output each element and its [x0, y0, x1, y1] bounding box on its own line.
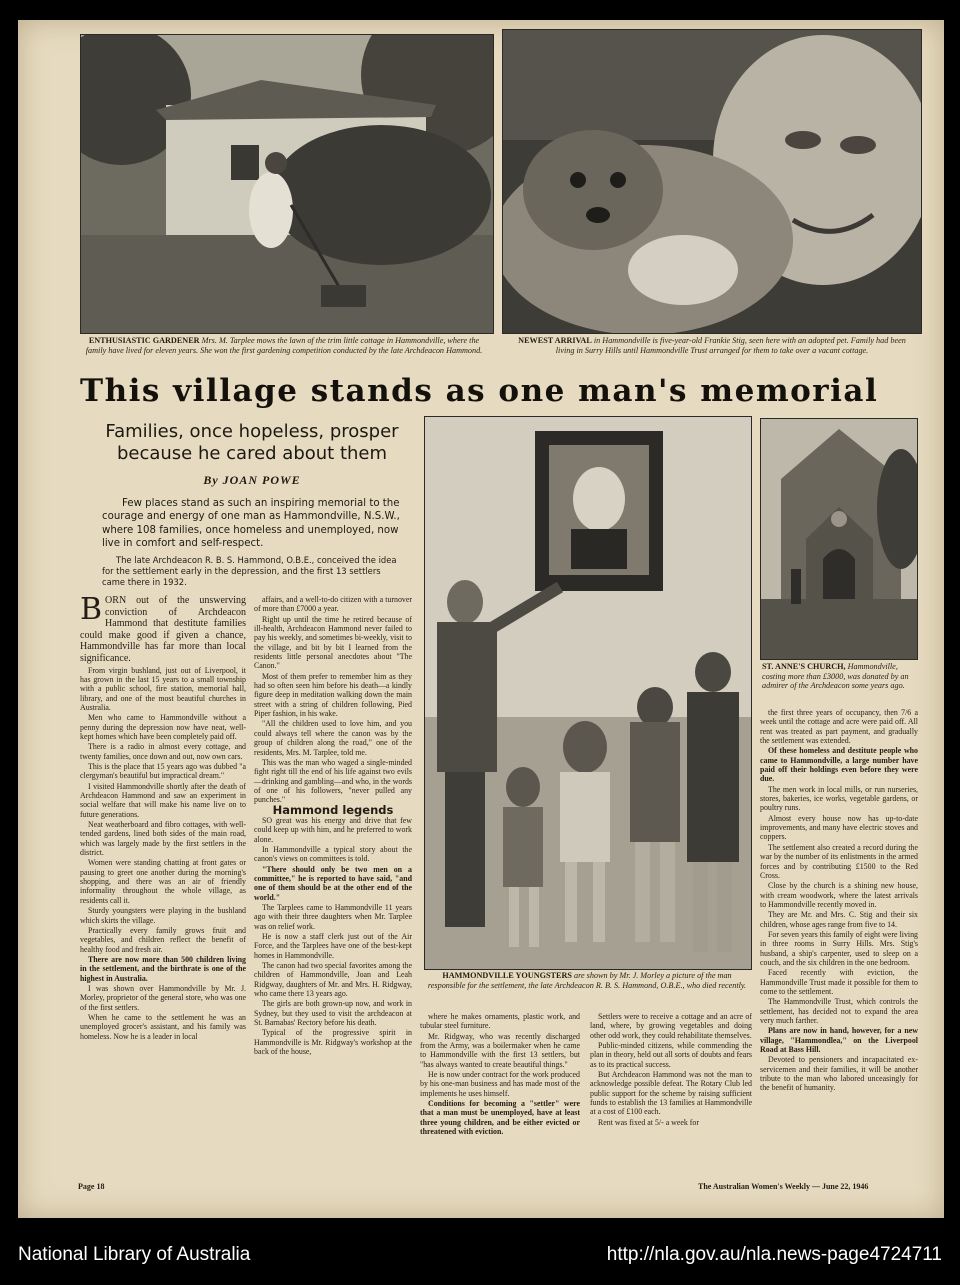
photo-church: [760, 418, 918, 660]
paragraph: But Archdeacon Hammond was not the man to acknowledge possible defeat. The Rotary Club led public support for the scheme by raising sufficient funds to establish the 13 families at Hammondville at a cost of £100 each.: [590, 1070, 752, 1117]
paragraph: The girls are both grown-up now, and work in Sydney, but they used to visit the archdeacon at St. Barnabas' Rectory before his death.: [254, 999, 412, 1028]
section-subhead: Hammond legends: [272, 802, 394, 817]
paragraph: affairs, and a well-to-do citizen with a turnover of more than £7000 a year.: [254, 595, 412, 614]
masthead-footer: The Australian Women's Weekly — June 22, 1946: [698, 1182, 869, 1191]
paragraph: Almost every house now has up-to-date improvements, and many have electric stoves and coppers.: [760, 813, 918, 842]
paragraph: The Tarplees came to Hammondville 11 years ago with their three daughters when Mr. Tarplee was on relief work.: [254, 903, 412, 931]
caption-youngsters: [424, 971, 750, 990]
paragraph: Public-minded citizens, while commending the plan in theory, held out all sorts of doubts and fears as to its practical success.: [590, 1041, 752, 1069]
caption-church: [762, 662, 914, 691]
credit-url-link[interactable]: http://nla.gov.au/nla.news-page4724711: [606, 1244, 942, 1265]
caption-gardener-text: Mrs. M. Tarplee mows the lawn of the trim little cottage in Hammondville, where the family have lived for eleven years. She won the first gardening competition conducted by the late Archdeacon Hammond.: [85, 336, 483, 355]
caption-youngsters-text: are shown by Mr. J. Morley a picture of the man responsible for the settlement, the late Archdeacon R. B. S. Hammond, O.B.E., who died recently.: [427, 971, 747, 990]
paragraph: Practically every family grows fruit and vegetables, and children reflect the benefit of healthy food and fresh air.: [80, 925, 246, 954]
paragraph: the first three years of occupancy, then 7/6 a week until the cottage and acre were paid off. All rent was treated as part payment, and gradually the settlement was extended.: [760, 708, 918, 746]
caption-boy-with-dog-text: in Hammondville is five-year-old Frankie Stig, seen here with an adopted pet. Family had been living in Surry Hills until Hammondville Trust arranged for them to take over a vacant cottage.: [555, 336, 906, 355]
paragraph: The men work in local mills, or run nurseries, stores, bakeries, ice works, vegetable gardens, or poultry runs.: [760, 784, 918, 813]
paragraph: He is now under contract for the work produced by his one-man business and has made most of the implements he uses himself.: [420, 1070, 580, 1098]
paragraph: where he makes ornaments, plastic work, and tubular steel furniture.: [420, 1012, 580, 1031]
paragraph: The canon had two special favorites among the children of Hammondville, Joan and Leah Ridgway, daughters of Mr. and Mrs. H. Ridgway, who came there 13 years ago.: [254, 961, 412, 999]
photo-gardener: [80, 34, 494, 334]
intro-note: The late Archdeacon R. B. S. Hammond, O.B.E., conceived the idea for the settlement early in the depression, and the first 13 settlers came there in 1932.: [102, 555, 397, 587]
paragraph: Plans are now in hand, however, for a new village, "Hammondlea," on the Liverpool Road at Bass Hill.: [760, 1026, 918, 1055]
paragraph: Women were standing chatting at front gates or pausing to greet one another during the morning's shopping, and there was an air of friendly informality throughout the whole village, as residents call it.: [80, 858, 246, 905]
credit-library-name: National Library of Australia: [18, 1244, 251, 1265]
byline: By JOAN POWE: [203, 473, 301, 487]
paragraph: Men who came to Hammondville without a penny during the depression now have neat, well-kept homes which have been completely paid off.: [80, 713, 246, 741]
page-number: Page 18: [78, 1182, 105, 1191]
photo-boy-with-dog-image: [503, 30, 921, 333]
intro-paragraph: Few places stand as such an inspiring memorial to the courage and energy of one man as Hammondville, N.S.W., where 108 families, once homeless and unemployed, now live in comfort and self-respect.: [102, 498, 400, 550]
paragraph: When he came to the settlement he was an unemployed grocer's assistant, and his family was homeless. Now he is a leader in local: [80, 1012, 246, 1041]
column-3: [420, 1012, 580, 1180]
paragraph: Close by the church is a shining new house, with cream woodwork, where the latest arrivals to Hammondville recently moved in.: [760, 881, 918, 909]
paragraph: From virgin bushland, just out of Liverpool, it has grown in the last 15 years to a small township with a public school, fire station, memorial hall, library, and one of the most beautiful churches in Australia.: [80, 665, 246, 712]
caption-church-text: Hammondville, costing more than £3000, was donated by an admirer of the Archdeacon some years ago.: [762, 662, 909, 691]
caption-boy-with-dog-lead: NEWEST ARRIVAL: [518, 336, 592, 345]
paragraph: I was shown over Hammondville by Mr. J. Morley, proprietor of the general store, who was one of the first settlers.: [80, 983, 246, 1012]
paragraph: In Hammondville a typical story about the canon's views on committees is told.: [254, 844, 412, 864]
paragraph: Neat weatherboard and fibro cottages, with well-tended gardens, lined both sides of the main road, which was largely made by the first settlers in the district.: [80, 820, 246, 858]
paragraph: Mr. Ridgway, who was recently discharged from the Army, was a boilermaker when he came to Hammondville with the first 13 settlers, but "has always wanted to create beautiful things.": [420, 1031, 580, 1069]
headline: This village stands as one man's memorial: [80, 373, 879, 409]
paragraph: "All the children used to love him, and you could always tell where the canon was by the group of children along the road," one of the residents, Mrs. M. Tarplee, told me.: [254, 719, 412, 757]
photo-church-image: [761, 419, 917, 659]
subheadline: Families, once hopeless, prosper because he cared about them: [105, 421, 399, 464]
column-4: [590, 1012, 752, 1180]
paragraph: They are Mr. and Mrs. C. Stig and their six children, whose ages range from five to 14.: [760, 910, 918, 929]
newspaper-page: [18, 20, 944, 1218]
drop-cap: B: [80, 595, 103, 627]
paragraph: The settlement also created a record during the war by the number of its enlistments in the armed forces and by contributing £1500 to the Red Cross.: [760, 842, 918, 880]
paragraph: He is now a staff clerk just out of the Air Force, and the Tarplees have one of the best-kept homes in Hammondville.: [254, 932, 412, 960]
paragraph: Right up until the time he retired because of ill-health, Archdeacon Hammond never failed to pay his weekly, and sometimes bi-weekly, visit to the village, and bit by bit I learned from the residents little personal anecdotes about "The Canon.": [254, 614, 412, 671]
photo-youngsters-portrait: [424, 416, 752, 970]
paragraph: The Hammondville Trust, which controls the settlement, has decided not to expand the area very much farther.: [760, 997, 918, 1025]
caption-gardener: [84, 336, 484, 355]
paragraph: Of these homeless and destitute people who came to Hammondville, a large number have paid off their holdings even before they were due.: [760, 746, 918, 784]
paragraph: Settlers were to receive a cottage and an acre of land, where, by growing vegetables and doing other odd work, they could rehabilitate themselves.: [590, 1012, 752, 1040]
paragraph: Sturdy youngsters were playing in the bushland which skirts the village.: [80, 906, 246, 925]
photo-boy-with-dog: [502, 29, 922, 334]
photo-gardener-image: [81, 35, 493, 333]
caption-youngsters-lead: HAMMONDVILLE YOUNGSTERS: [442, 971, 572, 980]
column-2: [254, 595, 412, 1180]
paragraph: SO great was his energy and drive that few could keep up with him, and he preferred to work alone.: [254, 815, 412, 844]
lead-paragraph: [80, 595, 246, 665]
paragraph: Most of them prefer to remember him as they had so often seen him before his death—a kindly figure deep in meditation walking down the main street with a string of children following, Pied Piper fashion, in his wake.: [254, 671, 412, 719]
column-1: [80, 595, 246, 1180]
paragraph: This is the place that 15 years ago was dubbed "a clergyman's beautiful but impractical dream.": [80, 762, 246, 781]
paragraph: Rent was fixed at 5/- a week for: [598, 1117, 700, 1127]
paragraph: For seven years this family of eight were living in three rooms in Surry Hills. Mrs. Stig's husband, a ship's carpenter, used to sleep on a couch, and the six children in the one bedroom.: [760, 929, 918, 967]
caption-church-lead: ST. ANNE'S CHURCH,: [762, 662, 846, 671]
paragraph: There are now more than 500 children living in the settlement, and the birthrate is one of the highest in Australia.: [80, 954, 246, 983]
paragraph: "There should only be two men on a committee," he is reported to have said, "and one of them should be at the other end of the world.": [254, 864, 412, 902]
paragraph: Typical of the progressive spirit in Hammondville is Mr. Ridgway's workshop at the back of the house,: [254, 1028, 412, 1057]
paragraph: This was the man who waged a single-minded fight right till the end of his life against two evils—drinking and gambling—and who, in the words of one of his followers, "never pulled any punches.": [254, 757, 412, 805]
column-5: [760, 708, 918, 1180]
paragraph: There is a radio in almost every cottage, and twenty families, once down and out, now own cars.: [80, 742, 246, 761]
paragraph: I visited Hammondville shortly after the death of Archdeacon Hammond and saw an experiment in social welfare that will make his name live on to future generations.: [80, 781, 246, 819]
paragraph: Devoted to pensioners and incapacitated ex-servicemen and their families, it will be another tribute to the man who labored unceasingly for the benefit of humanity.: [760, 1055, 918, 1093]
caption-gardener-lead: ENTHUSIASTIC GARDENER: [88, 336, 200, 345]
paragraph: Faced recently with eviction, the Hammondville Trust made it possible for them to come to the settlement.: [760, 968, 918, 996]
photo-youngsters-portrait-image: [425, 417, 751, 969]
paragraph: Conditions for becoming a "settler" were that a man must be unemployed, have at least three young children, and be either evicted or threatened with eviction.: [420, 1099, 580, 1137]
lead-text: ORN out of the unswerving conviction of Archdeacon Hammond that destitute families could make good if given a chance, Hammondville has far more than local significance.: [80, 595, 246, 664]
caption-boy-with-dog: [508, 336, 916, 355]
